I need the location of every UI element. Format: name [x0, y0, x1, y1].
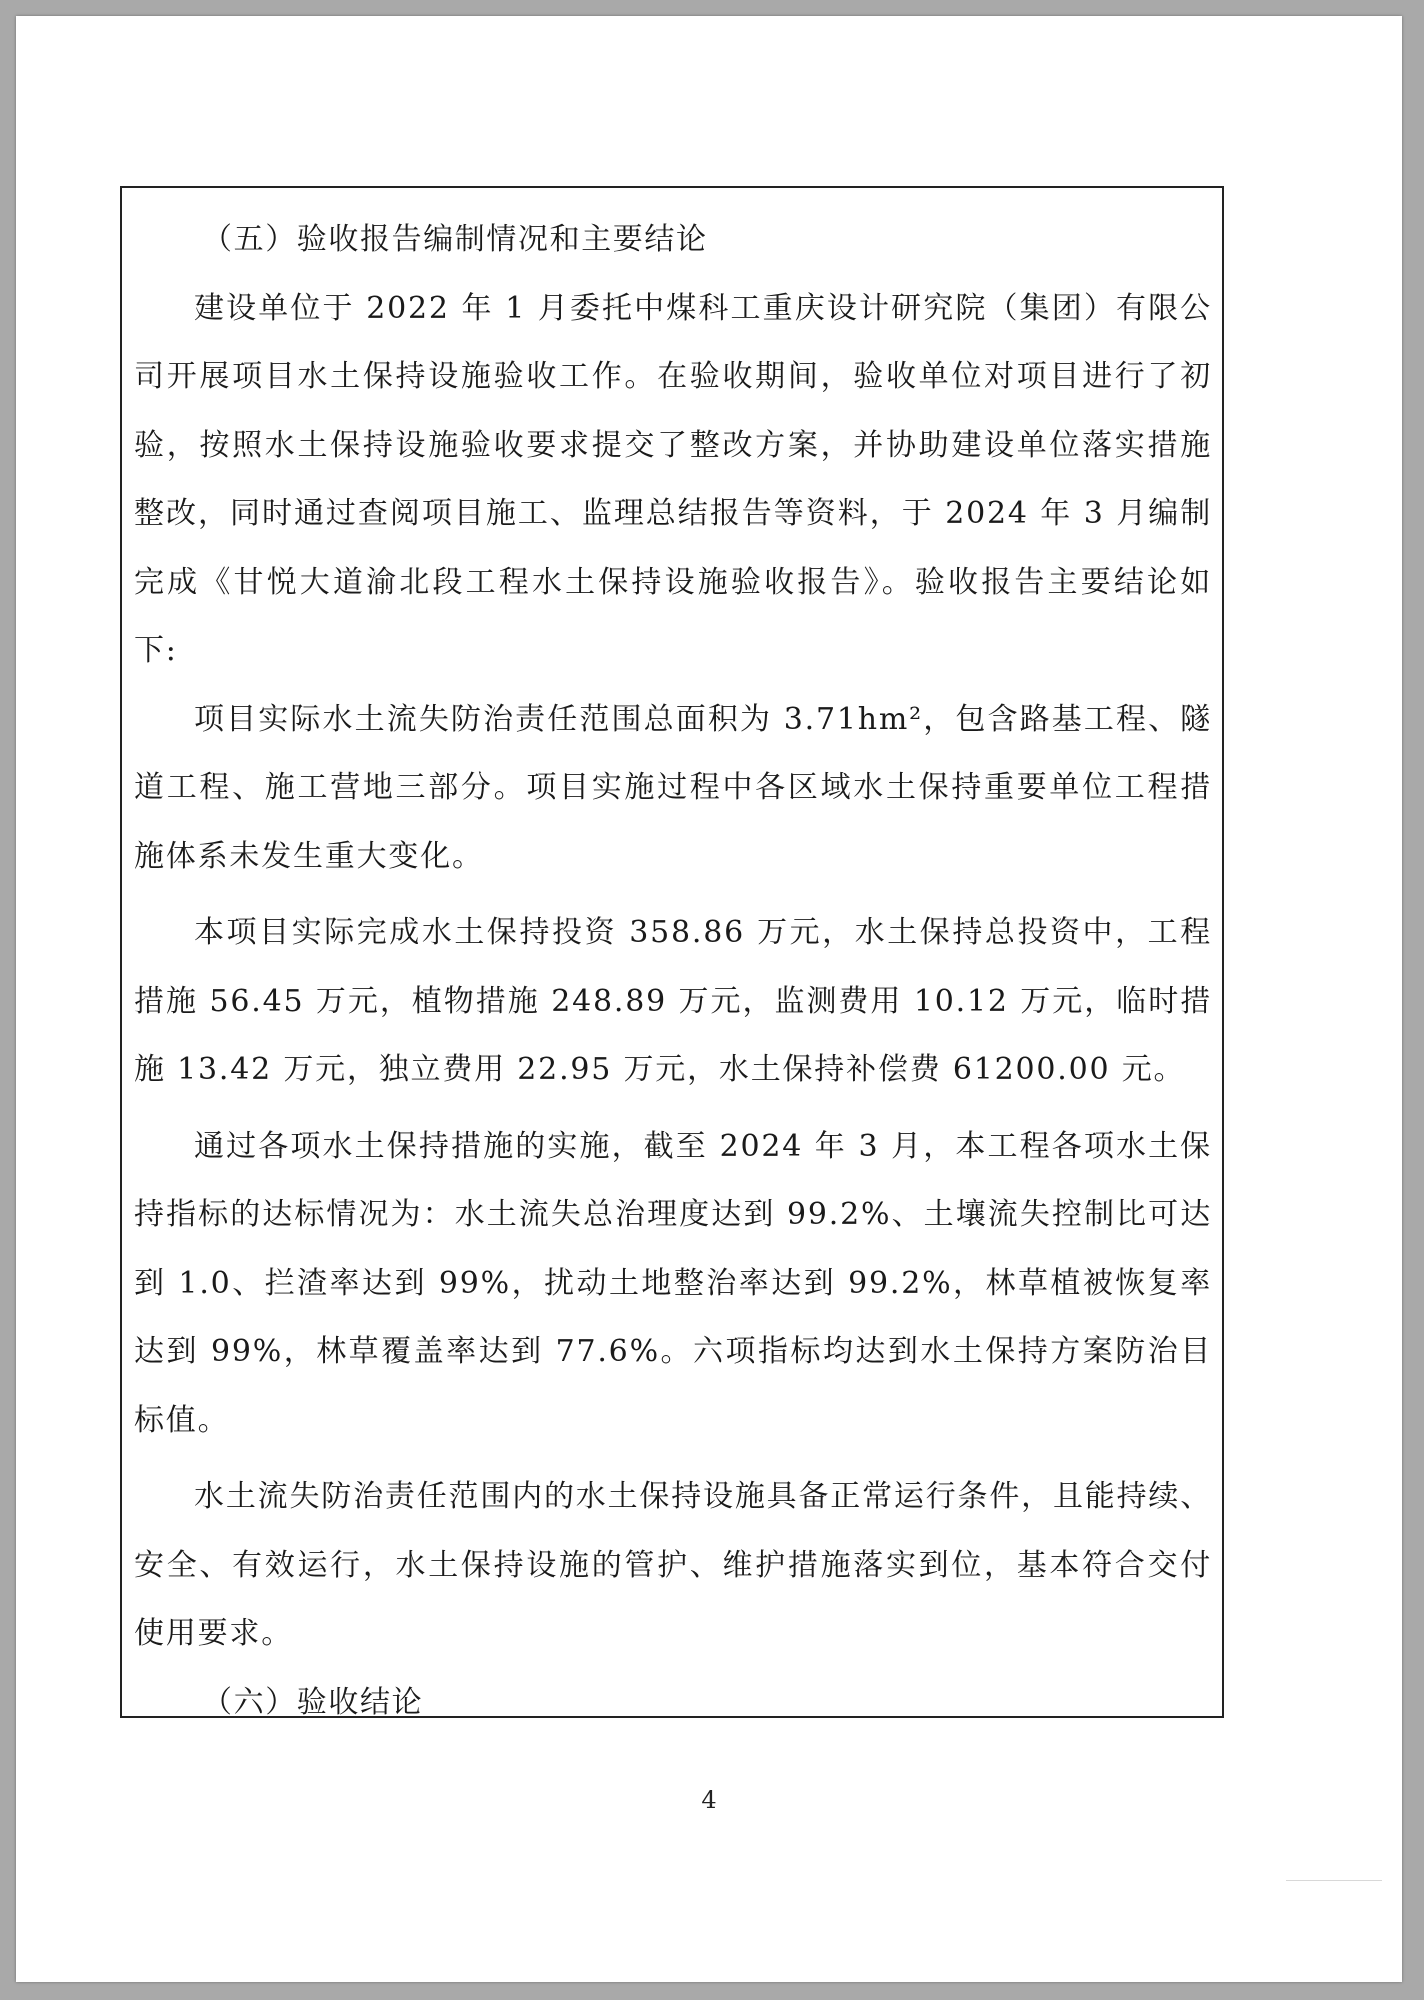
paragraph-responsibility-area: 项目实际水土流失防治责任范围总面积为 3.71hm²，包含路基工程、隧道工程、施工营地三部分。项目实施过程中各区域水土保持重要单位工程措施体系未发生重大变化。 — [134, 701, 1212, 874]
page-number: 4 — [701, 1786, 717, 1814]
report-text — [134, 206, 1212, 1737]
section-heading-six: （六）验收结论 — [202, 1684, 424, 1720]
content-frame — [120, 186, 1224, 1718]
paragraph-commission: 建设单位于 2022 年 1 月委托中煤科工重庆设计研究院（集团）有限公司开展项目水土保持设施验收工作。在验收期间，验收单位对项目进行了初验，按照水土保持设施验收要求提交了整改方案，并协助建设单位落实措施整改，同时通过查阅项目施工、监理总结报告等资料，于 2024 年 3 月编制完成《甘悦大道渝北段工程水土保持设施验收报告》。验收报告主要结论如下: — [134, 290, 1212, 668]
scan-artifact-line — [1286, 1880, 1382, 1881]
paragraph-indicators: 通过各项水土保持措施的实施，截至 2024 年 3 月，本工程各项水土保持指标的达标情况为：水土流失总治理度达到 99.2%、土壤流失控制比可达到 1.0、拦渣率达到 99%，扰动土地整治率达到 99.2%，林草植被恢复率达到 99%，林草覆盖率达到 77.6%。六项指标均达到水土保持方案防治目标值。 — [134, 1128, 1212, 1438]
section-heading-five: （五）验收报告编制情况和主要结论 — [202, 222, 708, 257]
paragraph-operation: 水土流失防治责任范围内的水土保持设施具备正常运行条件，且能持续、安全、有效运行，水土保持设施的管护、维护措施落实到位，基本符合交付使用要求。 — [134, 1479, 1212, 1651]
paragraph-investment: 本项目实际完成水土保持投资 358.86 万元，水土保持总投资中，工程措施 56.45 万元，植物措施 248.89 万元，监测费用 10.12 万元，临时措施 13.42 万元，独立费用 22.95 万元，水土保持补偿费 61200.00 元。 — [134, 915, 1212, 1087]
document-page — [16, 16, 1402, 1982]
